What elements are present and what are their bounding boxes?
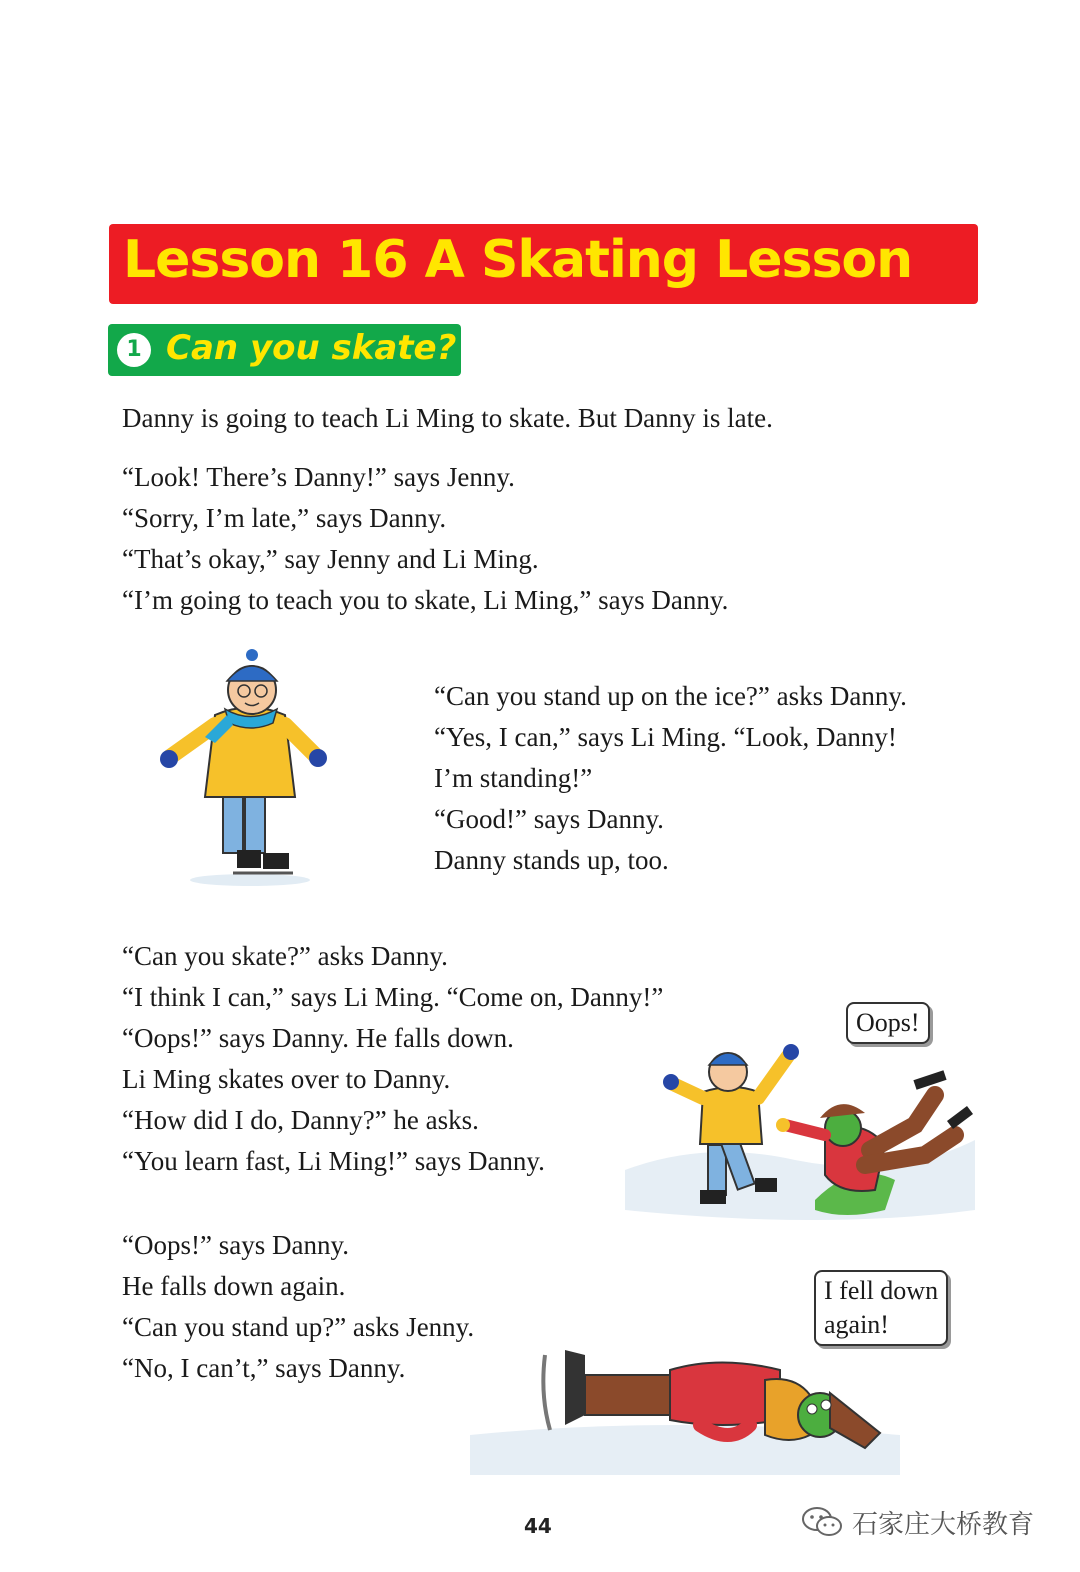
wechat-icon [800, 1506, 844, 1538]
lesson-title-banner [109, 224, 978, 304]
speech-bubble-oops: Oops! [846, 1002, 930, 1044]
danny-lying-illustration [470, 1335, 900, 1480]
watermark [800, 1504, 1034, 1540]
dialogue-line: “No, I can’t,” says Danny. [122, 1353, 406, 1383]
dialogue-line: “I’m going to teach you to skate, Li Ming,” says Danny. [122, 585, 729, 615]
dialogue-block-1 [122, 457, 728, 621]
dialogue-line: “Sorry, I’m late,” says Danny. [122, 503, 447, 533]
dialogue-line: “How did I do, Danny?” he asks. [122, 1105, 479, 1135]
bubble-line: again! [824, 1310, 889, 1339]
dialogue-block-4 [122, 1225, 474, 1389]
dialogue-line: “I think I can,” says Li Ming. “Come on, Danny!” [122, 982, 664, 1012]
dialogue-line: “Good!” says Danny. [434, 804, 664, 834]
section-number: 1 [117, 333, 151, 367]
page-number: 44 [524, 1514, 552, 1538]
dialogue-line: Danny stands up, too. [434, 845, 669, 875]
dialogue-line: “Yes, I can,” says Li Ming. “Look, Danny! [434, 722, 897, 752]
dialogue-line: “Can you skate?” asks Danny. [122, 941, 448, 971]
dialogue-block-2 [434, 676, 907, 881]
dialogue-line: “Can you stand up?” asks Jenny. [122, 1312, 475, 1342]
dialogue-line: “Oops!” says Danny. [122, 1230, 349, 1260]
dialogue-line: I’m standing!” [434, 763, 593, 793]
lesson-title: Lesson 16 A Skating Lesson [123, 230, 913, 290]
dialogue-line: “You learn fast, Li Ming!” says Danny. [122, 1146, 545, 1176]
dialogue-line: “Oops!” says Danny. He falls down. [122, 1023, 514, 1053]
watermark-text: 石家庄大桥教育 [852, 1509, 1035, 1540]
skating-falling-illustration [615, 1040, 980, 1230]
dialogue-line: “That’s okay,” say Jenny and Li Ming. [122, 544, 539, 574]
li-ming-standing-illustration [155, 645, 340, 895]
section-title: Can you skate? [166, 328, 457, 368]
dialogue-line: He falls down again. [122, 1271, 346, 1301]
intro-paragraph: Danny is going to teach Li Ming to skate. But Danny is late. [122, 403, 773, 433]
section-badge [108, 324, 461, 376]
dialogue-line: Li Ming skates over to Danny. [122, 1064, 451, 1094]
dialogue-block-3 [122, 936, 663, 1182]
dialogue-line: “Can you stand up on the ice?” asks Danny. [434, 681, 907, 711]
bubble-line: I fell down [824, 1276, 939, 1305]
dialogue-line: “Look! There’s Danny!” says Jenny. [122, 462, 515, 492]
